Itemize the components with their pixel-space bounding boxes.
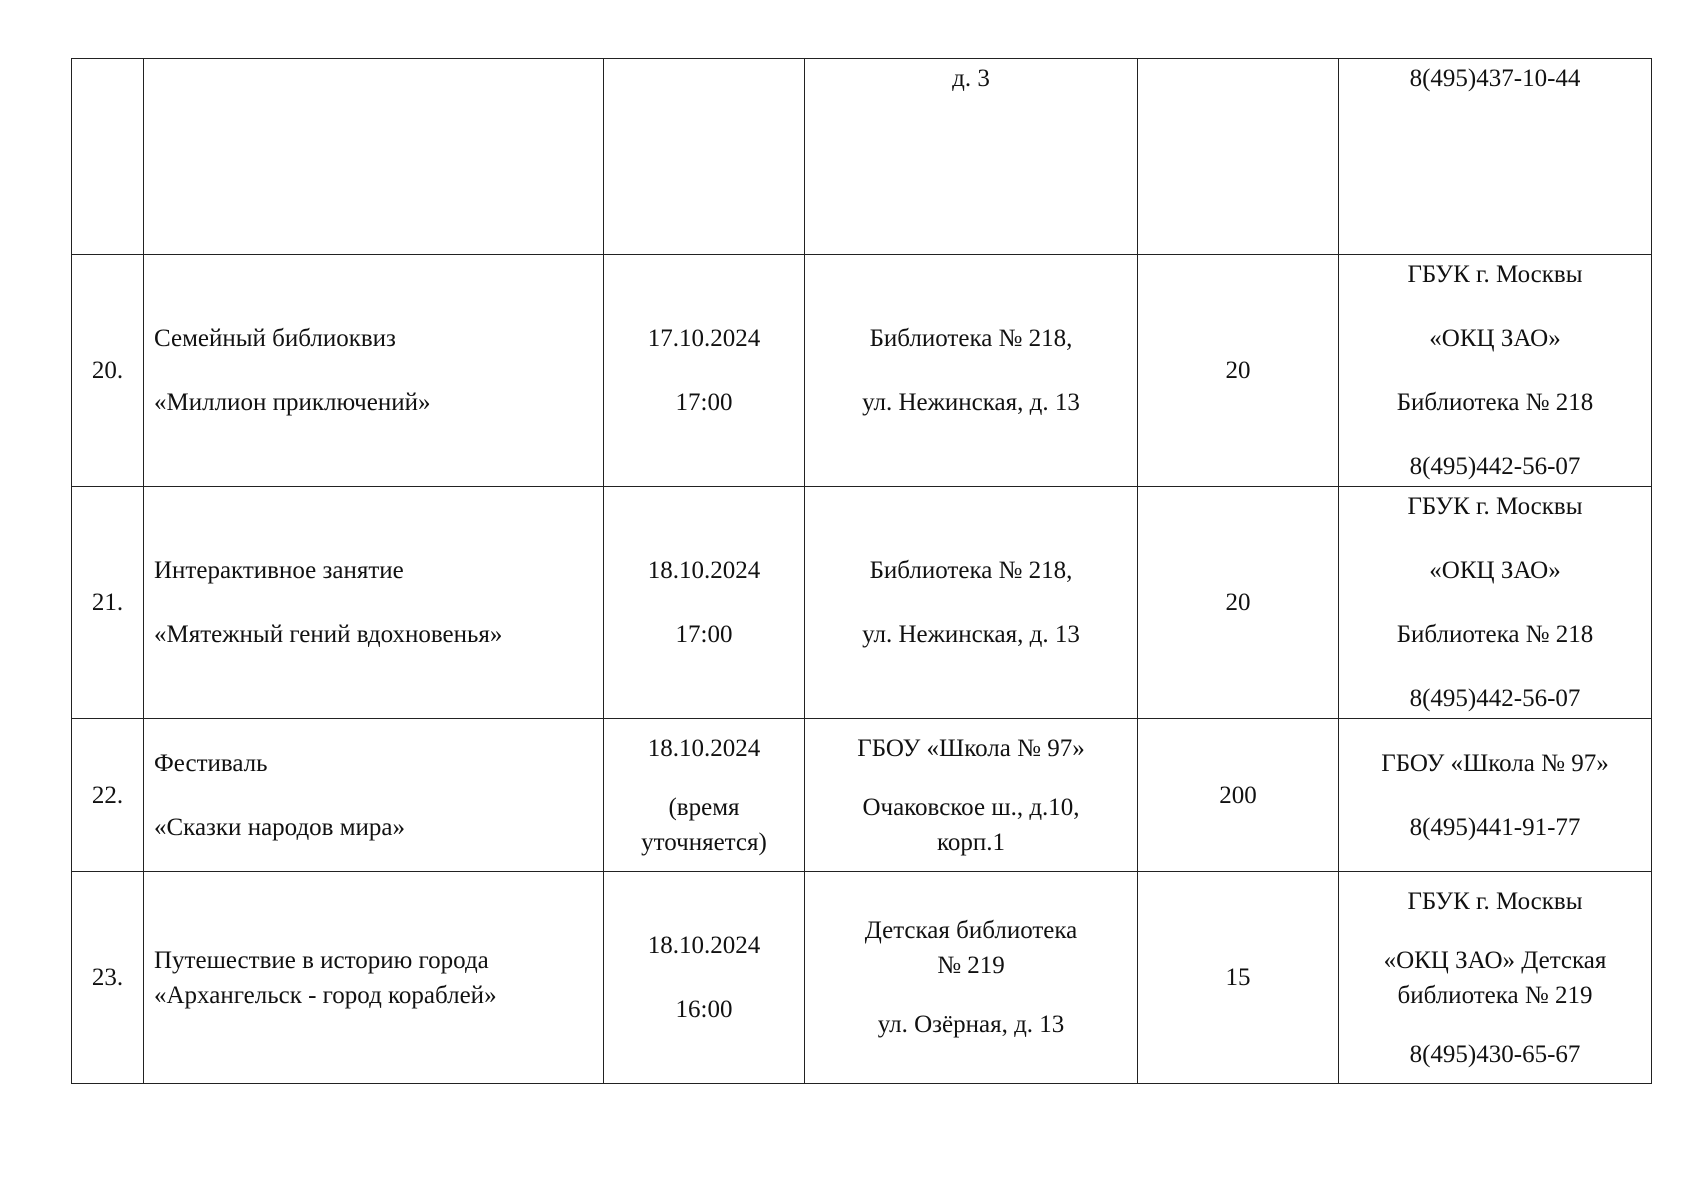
organizer-line: ГБУК г. Москвы — [1407, 493, 1583, 520]
event-time: 17:00 — [675, 389, 733, 416]
organizer-cell — [1339, 59, 1652, 255]
organizer-cell — [1339, 719, 1652, 872]
table-row — [72, 719, 1652, 872]
place-line: д. 3 — [952, 65, 990, 92]
organizer-cell — [1339, 487, 1652, 719]
row-number: 20. — [72, 255, 144, 487]
place-address: ул. Нежинская, д. 13 — [862, 389, 1080, 416]
row-number: 23. — [72, 872, 144, 1084]
participants-count: 15 — [1138, 872, 1339, 1084]
event-date: 17.10.2024 — [647, 325, 761, 352]
organizer-phone: 8(495)430-65-67 — [1409, 1040, 1581, 1068]
organizer-phone: 8(495)442-56-07 — [1409, 685, 1581, 712]
table-row — [72, 872, 1652, 1084]
participants-count: 200 — [1138, 719, 1339, 872]
organizer-line: «ОКЦ ЗАО» — [1429, 557, 1561, 584]
date-cell — [604, 719, 805, 872]
place-cell — [805, 255, 1138, 487]
organizer-line: «ОКЦ ЗАО» — [1429, 325, 1561, 352]
event-type: Интерактивное занятие — [154, 557, 404, 584]
organizer-phone: 8(495)441-91-77 — [1409, 813, 1581, 841]
row-number: 21. — [72, 487, 144, 719]
row-number — [72, 59, 144, 255]
participants-count: 20 — [1138, 487, 1339, 719]
event-name-cell — [144, 487, 604, 719]
organizer-line: Библиотека № 218 — [1396, 389, 1594, 416]
event-title: «Сказки народов мира» — [154, 813, 406, 841]
event-time: 16:00 — [675, 996, 733, 1023]
organizer-phone: 8(495)437-10-44 — [1409, 65, 1581, 92]
event-date: 18.10.2024 — [647, 932, 761, 959]
place-cell — [805, 719, 1138, 872]
event-date: 18.10.2024 — [647, 734, 761, 762]
place-cell — [805, 59, 1138, 255]
event-name-cell — [144, 872, 604, 1084]
row-number: 22. — [72, 719, 144, 872]
event-title: «Мятежный гений вдохновенья» — [154, 621, 503, 648]
place-address: корп.1 — [936, 828, 1005, 856]
event-time-note: уточняется) — [641, 828, 767, 856]
organizer-line: ГБУК г. Москвы — [1407, 261, 1583, 288]
event-title: «Архангельск - город кораблей» — [154, 981, 497, 1009]
organizer-cell — [1339, 255, 1652, 487]
events-table — [71, 58, 1652, 1084]
date-cell — [604, 872, 805, 1084]
place-cell — [805, 487, 1138, 719]
table-row — [72, 487, 1652, 719]
event-type: Путешествие в историю города — [154, 946, 489, 974]
participants-count — [1138, 59, 1339, 255]
event-name-cell — [144, 255, 604, 487]
event-type: Семейный библиоквиз — [154, 325, 396, 352]
date-cell — [604, 59, 805, 255]
organizer-cell — [1339, 872, 1652, 1084]
place-name: Детская библиотека — [864, 917, 1078, 944]
table-row — [72, 255, 1652, 487]
place-name: ГБОУ «Школа № 97» — [857, 734, 1085, 762]
event-time-note: (время — [668, 793, 740, 821]
event-time: 17:00 — [675, 621, 733, 648]
participants-count: 20 — [1138, 255, 1339, 487]
place-address: ул. Нежинская, д. 13 — [862, 621, 1080, 648]
place-address: Очаковское ш., д.10, — [862, 793, 1080, 821]
event-name-cell — [144, 719, 604, 872]
organizer-line: «ОКЦ ЗАО» Детская — [1383, 946, 1607, 974]
event-title: «Миллион приключений» — [154, 389, 431, 416]
place-address: ул. Озёрная, д. 13 — [877, 1011, 1065, 1038]
event-name-cell — [144, 59, 604, 255]
event-date: 18.10.2024 — [647, 557, 761, 584]
date-cell — [604, 487, 805, 719]
place-name: Библиотека № 218, — [869, 325, 1073, 352]
organizer-line: ГБУК г. Москвы — [1407, 887, 1583, 915]
table-row — [72, 59, 1652, 255]
place-cell — [805, 872, 1138, 1084]
place-name: Библиотека № 218, — [869, 557, 1073, 584]
organizer-phone: 8(495)442-56-07 — [1409, 453, 1581, 480]
organizer-line: ГБОУ «Школа № 97» — [1381, 749, 1609, 777]
organizer-line: библиотека № 219 — [1397, 981, 1593, 1009]
date-cell — [604, 255, 805, 487]
place-name: № 219 — [937, 952, 1005, 979]
organizer-line: Библиотека № 218 — [1396, 621, 1594, 648]
event-type: Фестиваль — [154, 749, 268, 777]
